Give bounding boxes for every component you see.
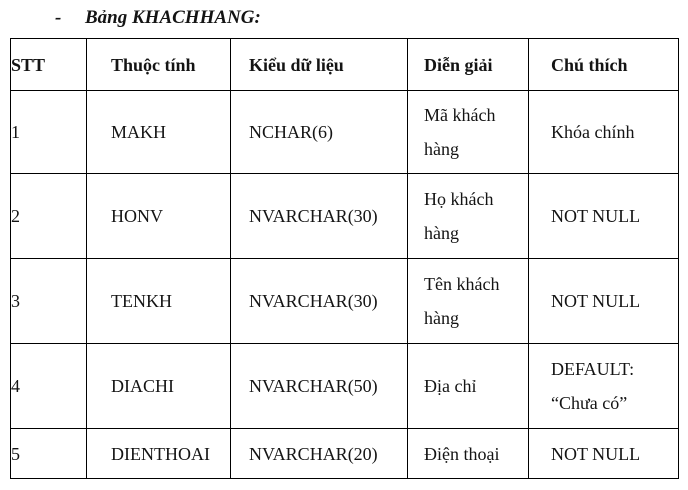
table-row bbox=[11, 259, 679, 344]
cell-attribute: DIACHI bbox=[87, 344, 231, 429]
table-row bbox=[11, 174, 679, 259]
cell-description: Họ khách hàng bbox=[408, 174, 529, 259]
cell-note: NOT NULL bbox=[529, 174, 679, 259]
cell-stt: 1 bbox=[11, 91, 87, 174]
cell-description: Địa chỉ bbox=[408, 344, 529, 429]
cell-description: Điện thoại bbox=[408, 429, 529, 479]
cell-description: Tên khách hàng bbox=[408, 259, 529, 344]
cell-note: Khóa chính bbox=[529, 91, 679, 174]
cell-stt: 3 bbox=[11, 259, 87, 344]
header-description: Diễn giải bbox=[408, 39, 529, 91]
caption-text: Bảng KHACHHANG: bbox=[85, 7, 261, 28]
caption-dash: - bbox=[55, 7, 62, 28]
cell-note: DEFAULT: “Chưa có” bbox=[529, 344, 679, 429]
cell-attribute: HONV bbox=[87, 174, 231, 259]
cell-note: NOT NULL bbox=[529, 429, 679, 479]
header-attribute: Thuộc tính bbox=[87, 39, 231, 91]
table-row bbox=[11, 429, 679, 479]
cell-attribute: MAKH bbox=[87, 91, 231, 174]
cell-stt: 4 bbox=[11, 344, 87, 429]
cell-datatype: NVARCHAR(20) bbox=[231, 429, 408, 479]
table-caption bbox=[55, 5, 261, 31]
header-note: Chú thích bbox=[529, 39, 679, 91]
cell-stt: 5 bbox=[11, 429, 87, 479]
cell-datatype: NVARCHAR(50) bbox=[231, 344, 408, 429]
khachhang-schema-table bbox=[10, 38, 679, 479]
cell-description: Mã khách hàng bbox=[408, 91, 529, 174]
cell-attribute: DIENTHOAI bbox=[87, 429, 231, 479]
cell-note: NOT NULL bbox=[529, 259, 679, 344]
cell-datatype: NVARCHAR(30) bbox=[231, 259, 408, 344]
cell-attribute: TENKH bbox=[87, 259, 231, 344]
table-row bbox=[11, 91, 679, 174]
table-row bbox=[11, 344, 679, 429]
header-datatype: Kiểu dữ liệu bbox=[231, 39, 408, 91]
cell-datatype: NVARCHAR(30) bbox=[231, 174, 408, 259]
header-stt: STT bbox=[11, 39, 87, 91]
header-row bbox=[11, 39, 679, 91]
cell-datatype: NCHAR(6) bbox=[231, 91, 408, 174]
cell-stt: 2 bbox=[11, 174, 87, 259]
